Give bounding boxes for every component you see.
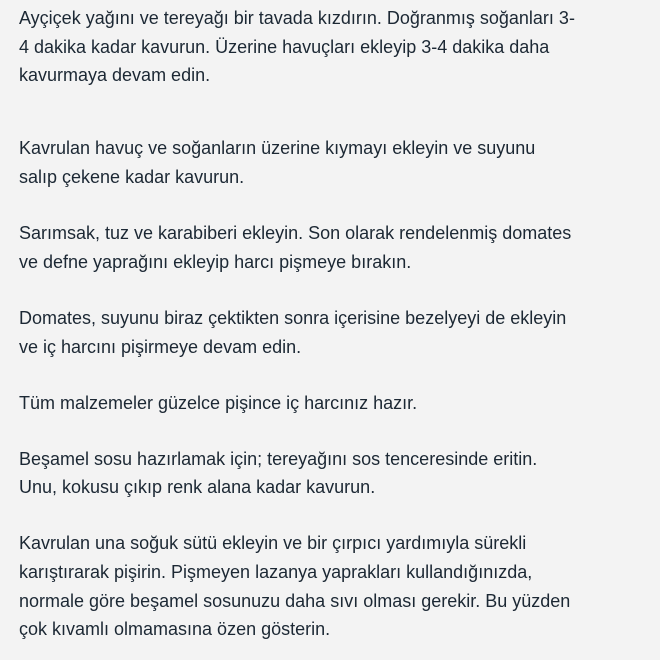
text-line: normale göre beşamel sosunuzu daha sıvı olması gerekir. Bu yüzden — [19, 590, 571, 611]
step-paragraph — [19, 219, 660, 276]
text-line: Kavrulan una soğuk sütü ekleyin ve bir çırpıcı yardımıyla sürekli — [19, 533, 527, 554]
text-line: Domates, suyunu biraz çektikten sonra içerisine bezelyeyi de ekleyin — [19, 307, 567, 328]
text-line: kavurmaya devam edin. — [19, 65, 211, 86]
text-line: Kavrulan havuç ve soğanların üzerine kıymayı ekleyin ve suyunu — [19, 138, 536, 159]
text-line: Unu, kokusu çıkıp renk alana kadar kavurun. — [19, 477, 376, 498]
text-line: Beşamel sosu hazırlamak için; tereyağını sos tenceresinde eritin. — [19, 448, 538, 469]
step-paragraph — [19, 445, 660, 502]
text-line: ve defne yaprağını ekleyip harcı pişmeye bırakın. — [19, 251, 412, 272]
text-line: Sarımsak, tuz ve karabiberi ekleyin. Son olarak rendelenmiş domates — [19, 223, 572, 244]
text-line: ve iç harcını pişirmeye devam edin. — [19, 336, 302, 357]
step-paragraph — [19, 304, 660, 361]
text-line: Ayçiçek yağını ve tereyağı bir tavada kızdırın. Doğranmış soğanları 3- — [19, 8, 575, 28]
text-line: karıştırarak pişirin. Pişmeyen lazanya yaprakları kullandığınızda, — [19, 561, 533, 582]
text-line: salıp çekene kadar kavurun. — [19, 167, 245, 188]
text-line: 4 dakika kadar kavurun. Üzerine havuçları ekleyip 3-4 dakika daha — [19, 36, 550, 57]
step-paragraph — [19, 529, 660, 644]
step-paragraph — [19, 134, 660, 191]
text-line: çok kıvamlı olmamasına özen gösterin. — [19, 619, 331, 640]
text-line: Tüm malzemeler güzelce pişince iç harcınız hazır. — [19, 392, 418, 413]
step-paragraph — [19, 389, 660, 418]
step-paragraph — [19, 4, 660, 90]
